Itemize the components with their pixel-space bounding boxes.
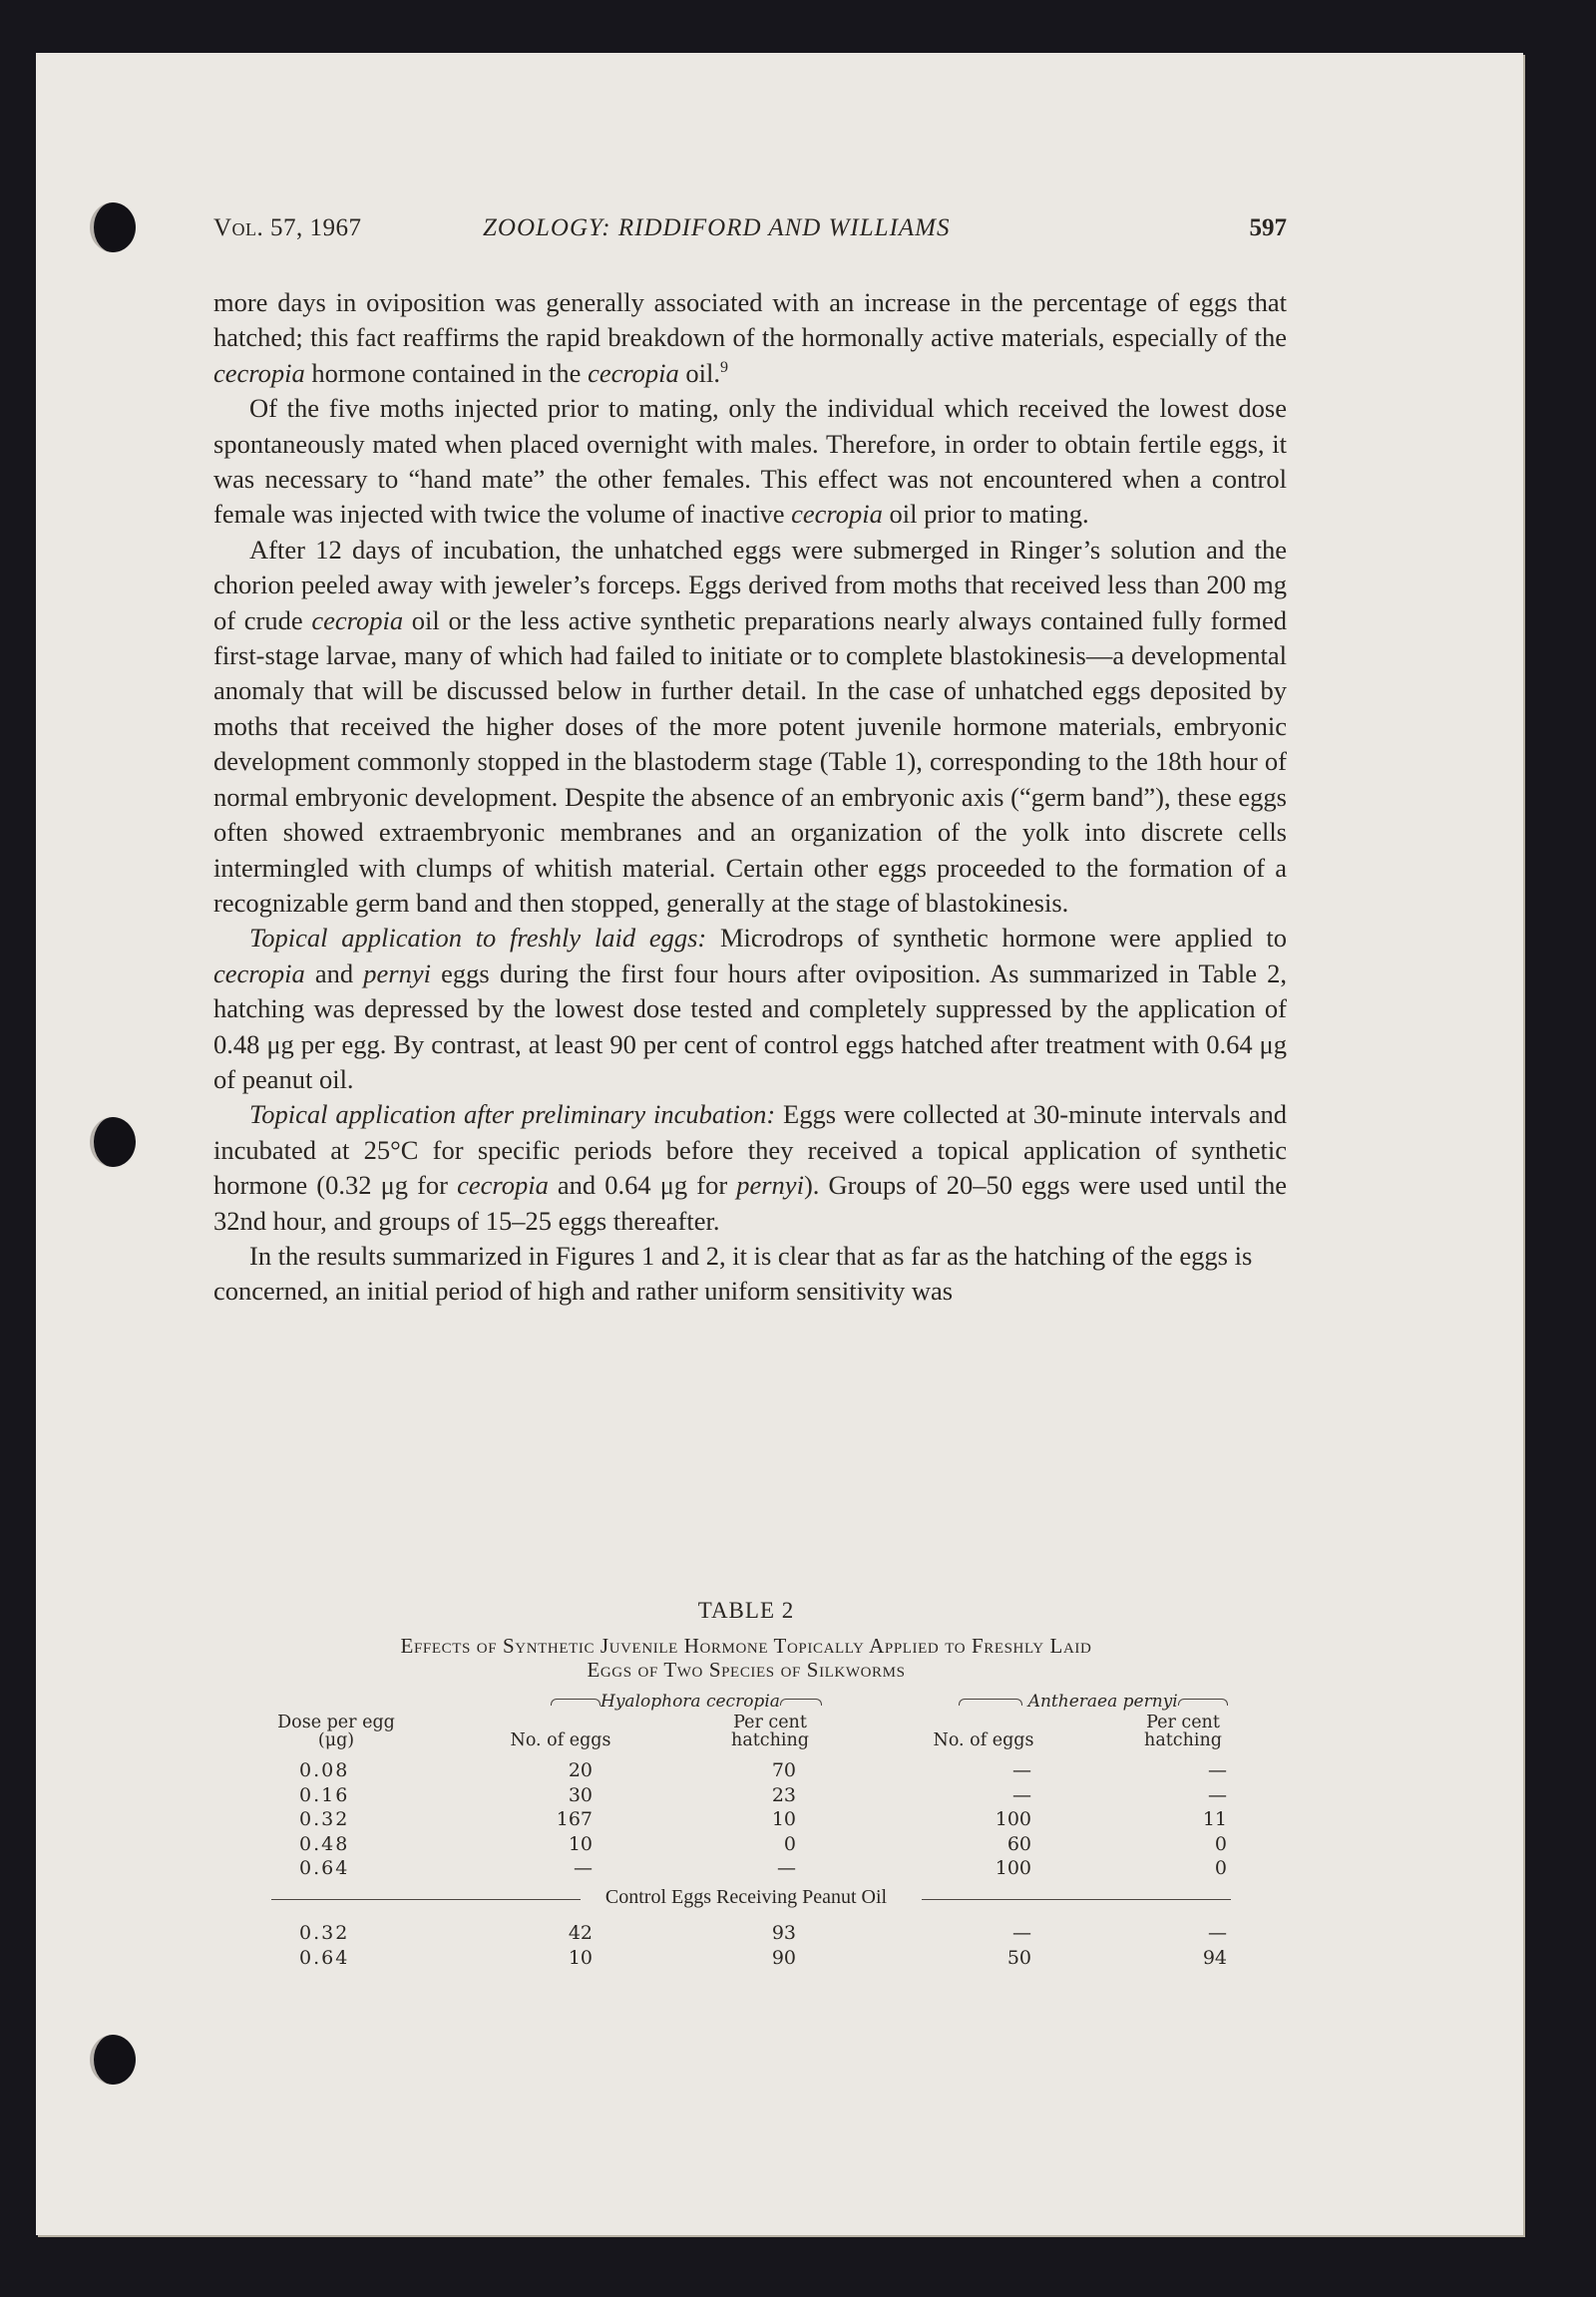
page-number: 597 — [1249, 214, 1287, 241]
table-body — [261, 1759, 1231, 1971]
paragraph-heading: Topical application to freshly laid eggs: — [249, 923, 707, 954]
dose-header: Dose per egg (μg) — [277, 1713, 395, 1750]
binder-hole-top — [90, 202, 136, 252]
no-eggs-header-pernyi: No. of eggs — [933, 1730, 1034, 1750]
table-header — [261, 1692, 1231, 1759]
paragraph-2: Of the five moths injected prior to mating, only the individual which received the lowest dose spontaneously mated when placed overnight with males. Therefore, in order to obtain fertile eggs, it was necessary to “hand mate” the other females. This effect was not encountered when a control female was injected with twice the volume of inactive cecropia oil prior to mating. — [213, 393, 1287, 530]
no-eggs-header-cecropia: No. of eggs — [510, 1730, 611, 1750]
paragraph-6: In the results summarized in Figures 1 and 2, it is clear that as far as the hatching of the eggs is concerned, an initial period of high and rather uniform sensitivity was — [213, 1240, 1253, 1307]
table-2 — [261, 1598, 1231, 1971]
table-row-control: 0.64 10 90 50 94 — [299, 1946, 1227, 1969]
paragraph-4: Topical application to freshly laid eggs: Microdrops of synthetic hormone were applied to cecropia and pernyi eggs during the first four hours after oviposition. As summarized in Table 2, hatching was depressed by the lowest dose tested and completely suppressed by the application of 0.48 μg per egg. By contrast, at least 90 per cent of control eggs hatched after treatment with 0.64 μg of peanut oil. — [213, 923, 1288, 1094]
table-label: TABLE 2 — [697, 1598, 795, 1623]
volume-year: Vol. 57, 1967 — [213, 214, 362, 241]
control-group-label: Control Eggs Receiving Peanut Oil — [604, 1885, 888, 1908]
table-row: 0.64 — — 100 0 — [299, 1857, 1227, 1880]
species-header-cecropia: Hyalophora cecropia — [551, 1692, 810, 1712]
table-row: 0.16 30 23 — — — [299, 1783, 1227, 1806]
body-text — [213, 285, 1287, 1310]
table-row: 0.08 20 70 — — — [299, 1759, 1227, 1781]
paragraph-1: more days in oviposition was generally associated with an increase in the percentage of eggs that hatched; this fact reaffirms the rapid breakdown of the hormonally active materials, especially of the cecropia hormone contained in the cecropia oil.$^9$ — [213, 287, 1287, 388]
pct-header-cecropia: Per cent hatching — [731, 1713, 809, 1750]
table-row: 0.48 10 0 60 0 — [299, 1832, 1227, 1855]
binder-hole-bottom — [90, 2035, 136, 2085]
pct-header-pernyi: Per cent hatching — [1144, 1713, 1222, 1750]
table-row-control: 0.32 42 93 — — — [299, 1921, 1227, 1944]
paragraph-3: After 12 days of incubation, the unhatched eggs were submerged in Ringer’s solution and the chorion peeled away with jeweler’s forceps. Eggs derived from moths that received less than 200 mg of crude cecropia oil or the less active synthetic preparations nearly always contained fully formed first-stage larvae, many of which had failed to initiate or to complete blastokinesis—a developmental anomaly that will be discussed below in further detail. In the case of unhatched eggs deposited by moths that received the higher doses of the more potent juvenile hormone materials, embryonic development commonly stopped in the blastoderm stage (Table 1), corresponding to the 18th hour of normal embryonic development. Despite the absence of an embryonic axis (“germ band”), these eggs often showed extraembryonic membranes and an organization of the yolk into discrete cells intermingled with clumps of whitish material. Certain other eggs proceeded to the formation of a recognizable germ band and then stopped, generally at the stage of blastokinesis. — [213, 534, 1287, 918]
control-group-divider — [261, 1886, 1231, 1914]
section-authors: ZOOLOGY: RIDDIFORD AND WILLIAMS — [483, 214, 951, 241]
paragraph-5: Topical application after preliminary incubation: Eggs were collected at 30-minute intervals and incubated at 25°C for specific periods before they received a topical application of synthetic hormone (0.32 μg for cecropia and 0.64 μg for pernyi). Groups of 20–50 eggs were used until the 32nd hour, and groups of 15–25 eggs thereafter. — [213, 1099, 1288, 1236]
running-head — [213, 214, 1287, 250]
binder-hole-middle — [90, 1117, 136, 1167]
footnote-ref: 9 — [720, 358, 729, 376]
species-header-pernyi: Antheraea pernyi — [956, 1692, 1231, 1712]
table-title: Effects of Synthetic Juvenile Hormone Topically Applied to Freshly Laid Eggs of Two Species of Silkworms — [400, 1634, 1092, 1682]
table-row: 0.32 167 10 100 11 — [299, 1808, 1227, 1831]
paragraph-heading: Topical application after preliminary incubation: — [249, 1099, 776, 1130]
